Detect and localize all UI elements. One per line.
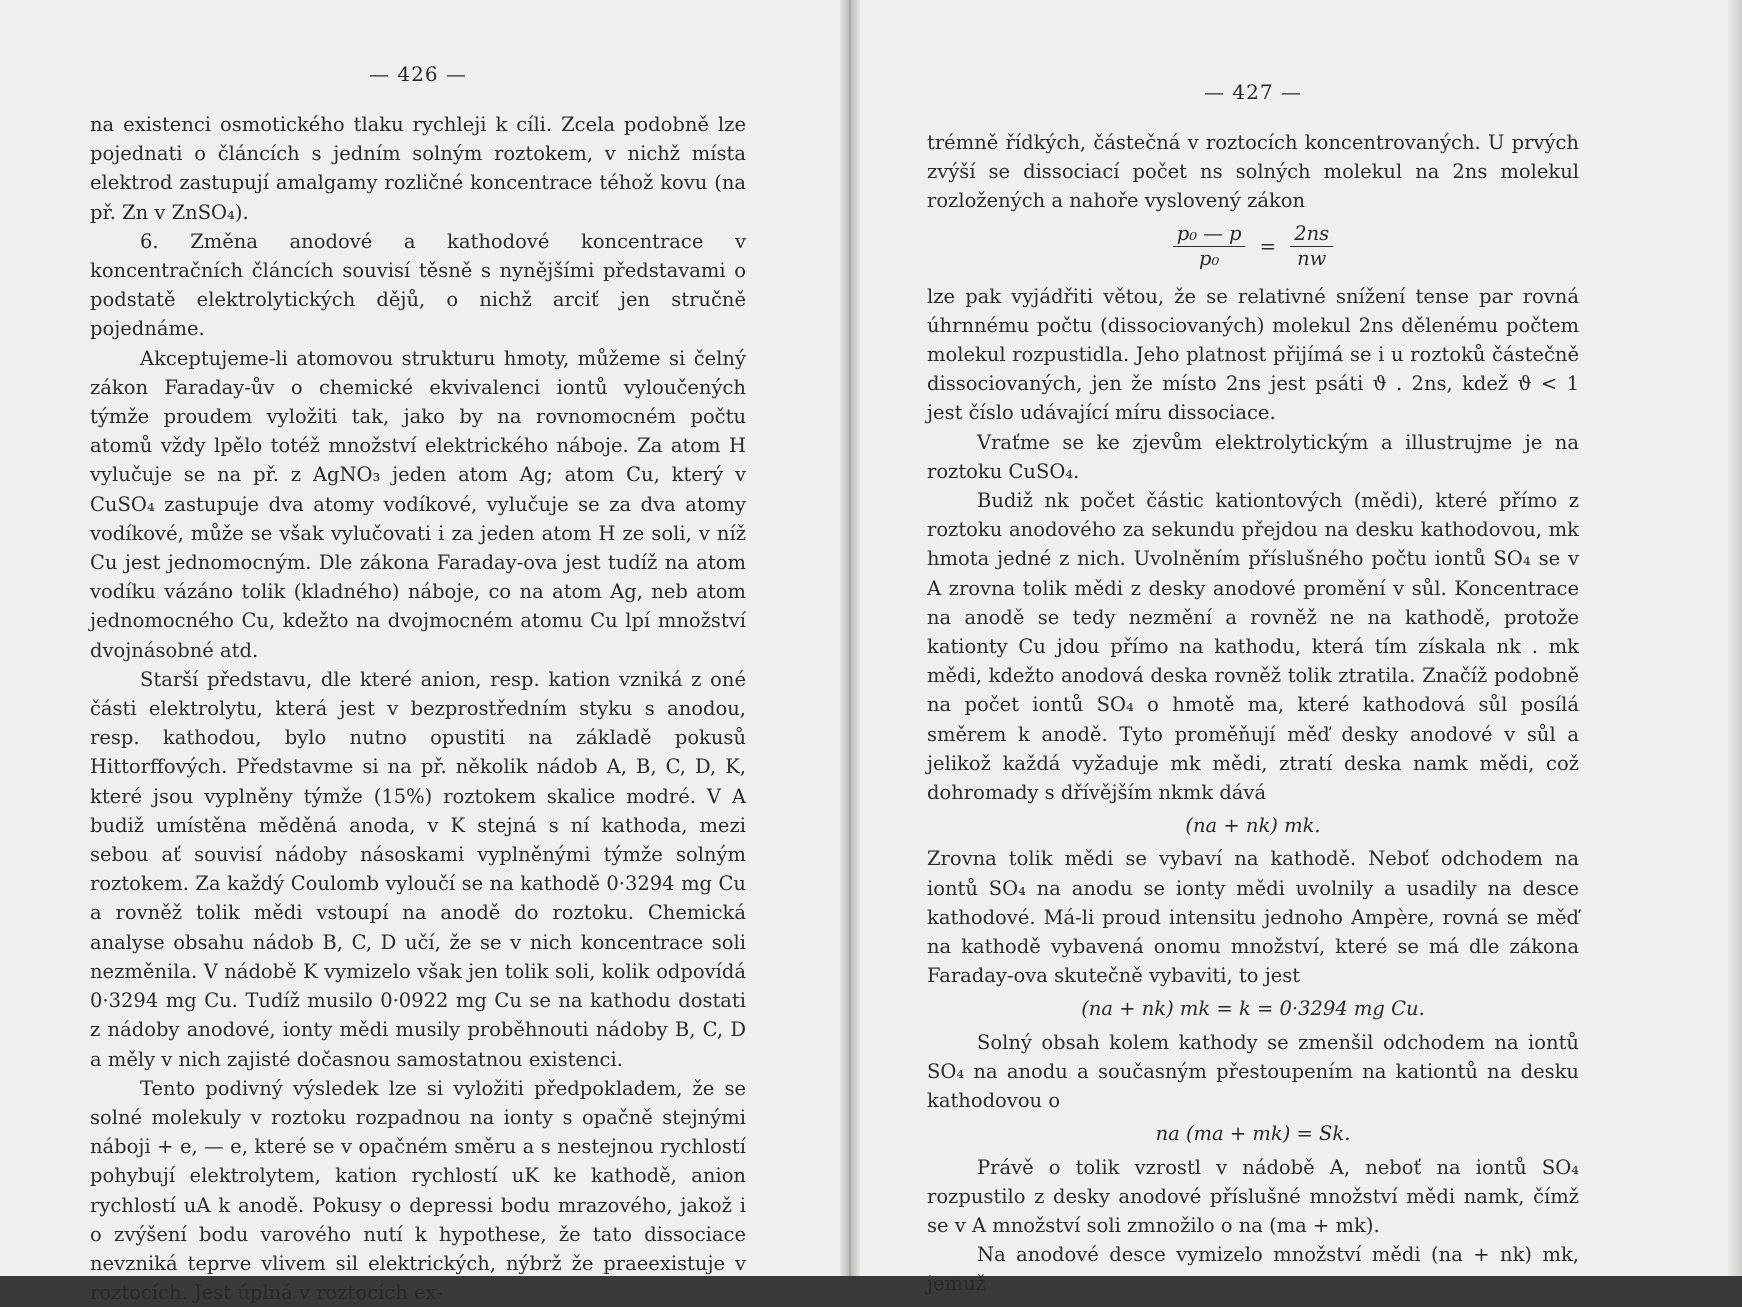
formula: na (ma + mk) = Sk. (1155, 1122, 1351, 1146)
left-page (90, 0, 746, 1305)
paragraph: Tento podivný výsledek lze si vyložiti předpokladem, že se solné molekuly v roztoku rozpadnou na ionty s opačně stejnými náboji + e, — e, které se v opačném směru a s nestejnou rychlostí pohybují elektrolytem, kation rychlostí uK ke kathodě, anion rychlostí uA k anodě. Pokusy o depressi bodu mrazového, jakož i o zvýšení bodu varového nutí k hypothese, že tato dissociace nevzniká teprve vlivem sil elektrických, nýbrž že praeexistuje v roztocích. Jest úplná v roztocích ex- (90, 1076, 746, 1305)
paragraph: na existenci osmotického tlaku rychleji k cíli. Zcela podobně lze pojednati o článcích s jedním solným roztokem, v nichž místa elektrod zastupují amalgamy rozličné koncentrace téhož kovu (na př. Zn v ZnSO₄). (90, 113, 746, 224)
page-edge (1728, 0, 1742, 1276)
formula: (na + nk) mk = k = 0·3294 mg Cu. (1081, 997, 1425, 1021)
paragraph: Právě o tolik vzrostl v nádobě A, neboť na iontů SO₄ rozpustilo z desky anodové příslušné množství mědi namk, čímž se v A množství soli zmnožilo o na (ma + mk). (927, 1155, 1579, 1237)
paragraph: lze pak vyjádřiti větou, že se relativné snížení tense par rovná úhrnnému počtu (dissociovaných) molekul 2ns dělenému počtem molekul rozpustidla. Jeho platnost přijímá se i u roztoků částečně dissociovaných, jen že místo 2ns jest psáti ϑ . 2ns, kdež ϑ < 1 jest číslo udávající míru dissociace. (927, 284, 1579, 425)
paragraph: Solný obsah kolem kathody se zmenšil odchodem na iontů SO₄ na anodu a současným přestoupením na kationtů na desku kathodovou o (927, 1030, 1579, 1113)
paragraph: 6. Změna anodové a kathodové koncentrace v koncentračních článcích souvisí těsně s nynějšími představami o podstatě elektrolytických dějů, o nichž arciť jen stručně pojednáme. (90, 229, 746, 341)
paragraph: Zrovna tolik mědi se vybaví na kathodě. Neboť odchodem na iontů SO₄ na anodu se ionty mědi uvolnily a usadily na desce kathodové. Má-li proud intensitu jednoho Ampère, rovná se měď na kathodě vybavená onomu množství, které se má dle zákona Faraday-ova skutečně vybaviti, to jest (927, 847, 1579, 988)
paragraph: Akceptujeme-li atomovou strukturu hmoty, můžeme si čelný zákon Faraday-ův o chemické ekvivalenci iontů vyloučených týmže proudem vyložiti tak, jako by na rovnomocném počtu atomů vždy lpělo totéž množství elektrického náboje. Za atom H vylučuje se na př. z AgNO₃ jeden atom Ag; atom Cu, který v CuSO₄ zastupuje dva atomy vodíkové, vylučuje se za dva atomy vodíkové, může se však vylučovati i za jeden atom H ze soli, v níž Cu jest jednomocným. Dle zákona Faraday-ova jest tudíž na atom vodíku vázáno tolik (kladného) náboje, co na atom Ag, neb atom jednomocného Cu, kdežto na dvojmocném atomu Cu lpí množství dvojnásobné atd. (90, 346, 746, 662)
page-number: — 426 — (369, 62, 467, 86)
paragraph: trémně řídkých, částečná v roztocích koncentrovaných. U prvých zvýší se dissociací počet ns solných molekul na 2ns molekul rozložených a nahoře vyslovený zákon (927, 131, 1579, 213)
fraction-left: $\frac{\text{p₀ — p}}{\text{p₀}}$ (1173, 222, 1246, 271)
paragraph: Vraťme se ke zjevům elektrolytickým a illustrujme je na roztoku CuSO₄. (927, 430, 1579, 483)
paragraph: Budiž nk počet částic kationtových (mědi), které přímo z roztoku anodového za sekundu přejdou na desku kathodovou, mk hmota jedné z nich. Uvolněním příslušného počtu iontů SO₄ se v A zrovna tolik mědi z desky anodové promění v sůl. Koncentrace na anodě se tedy nezmění a rovněž ne na kathodě, protože kationty Cu jdou přímo na kathodu, která tím získala nk . mk mědi, kdežto anodová deska rovněž tolik ztratila. Značíž podobně na počet iontů SO₄ o hmotě ma, které kathodová sůl posílá směrem k anodě. Tyto proměňují měď desky anodové v sůl a jelikož každá vyžaduje mk mědi, ztratí deska namk mědi, což dohromady s dřívějším nkmk dává (927, 489, 1579, 805)
page-text (927, 128, 1579, 1299)
paragraph: Starší představu, dle které anion, resp. kation vzniká z oné části elektrolytu, která jest v bezprostředním styku s anodou, resp. kathodou, bylo nutno opustiti na základě pokusů Hittorffových. Představme si na př. několik nádob A, B, C, D, K, které jsou vyplněny týmže (15%) roztokem skalice modré. V A budiž umístěna měděná anoda, v K stejná s ní kathoda, mezi sebou ať souvisí nádoby násoskami vyplněnými týmže solným roztokem. Za každý Coulomb vyloučí se na kathodě 0·3294 mg Cu a rovněž tolik mědi vstoupí na anodě do roztoku. Chemická analyse obsahu nádob B, C, D učí, že se v nich koncentrace soli nezměnila. V nádobě K vymizelo však jen tolik soli, kolik odpovídá 0·3294 mg Cu. Tudíž musilo 0·0922 mg Cu se na kathodu dostati z nádoby anodové, ionty mědi musily proběhnouti nádoby B, C, D a měly v nich zajisté dočasnou samostatnou existenci. (90, 667, 746, 1071)
formula: (na + nk) mk. (1185, 814, 1321, 838)
page-text (90, 110, 746, 1307)
formula-fraction (927, 222, 1579, 278)
fraction-right: $\frac{2ns}{nw}$ (1290, 222, 1333, 271)
book-gutter (840, 0, 860, 1276)
right-page (927, 0, 1579, 1296)
page-number: — 427 — (1204, 80, 1302, 104)
paragraph: Na anodové desce vymizelo množství mědi (na + nk) mk, jemuž (927, 1243, 1579, 1296)
equals-sign: = (1259, 234, 1277, 258)
